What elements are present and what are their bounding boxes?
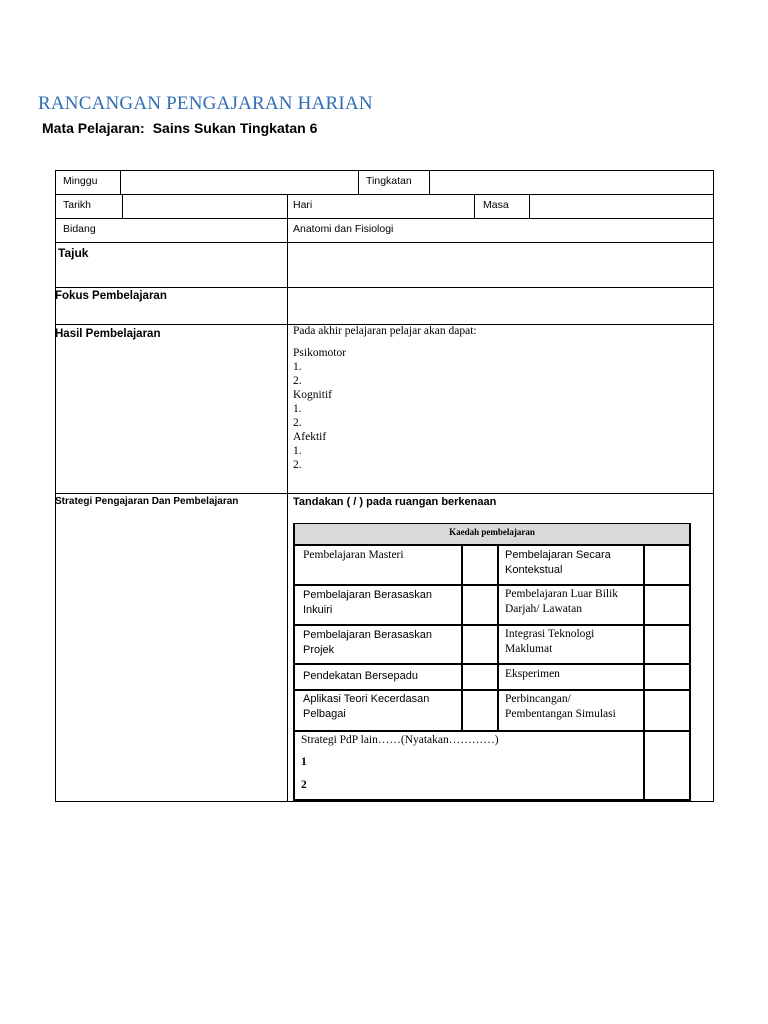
hasil-item: 1.	[293, 403, 302, 415]
subject-label: Mata Pelajaran:	[42, 120, 145, 136]
masa-field[interactable]	[530, 195, 713, 218]
tajuk-field[interactable]	[288, 243, 713, 287]
checkbox-cell[interactable]	[463, 626, 497, 663]
minggu-field[interactable]	[121, 171, 358, 194]
tingkatan-field[interactable]	[430, 171, 713, 194]
kaedah-left: Aplikasi Teori Kecerdasan Pelbagai	[303, 693, 430, 720]
hasil-item: 2.	[293, 375, 302, 387]
hasil-kognitif: Kognitif	[293, 389, 332, 401]
fokus-label: Fokus Pembelajaran	[55, 290, 167, 302]
minggu-label: Minggu	[63, 175, 98, 187]
checkbox-cell[interactable]	[463, 546, 497, 584]
bidang-value: Anatomi dan Fisiologi	[293, 223, 394, 235]
strategi-lain-item: 2	[301, 779, 307, 791]
fokus-field[interactable]	[288, 288, 713, 324]
checkbox-cell[interactable]	[645, 732, 689, 799]
checkbox-cell[interactable]	[645, 546, 689, 584]
hari-label: Hari	[293, 199, 313, 211]
hasil-item: 1.	[293, 361, 302, 373]
strategi-label: Strategi Pengajaran Dan Pembelajaran	[55, 496, 239, 507]
strategi-lain-item: 1	[301, 756, 307, 768]
checkbox-cell[interactable]	[463, 691, 497, 730]
document-title: RANCANGAN PENGAJARAN HARIAN	[38, 93, 373, 114]
kaedah-right: Perbincangan/ Pembentangan Simulasi	[505, 693, 616, 720]
checkbox-cell[interactable]	[645, 665, 689, 689]
tarikh-field[interactable]	[123, 195, 287, 218]
tingkatan-label: Tingkatan	[366, 175, 412, 187]
masa-label: Masa	[483, 199, 509, 211]
hasil-afektif: Afektif	[293, 431, 327, 443]
checkbox-cell[interactable]	[645, 586, 689, 624]
checkbox-cell[interactable]	[463, 665, 497, 689]
hari-field[interactable]	[288, 195, 474, 218]
kaedah-left: Pembelajaran Berasaskan Projek	[303, 629, 433, 656]
hasil-item: 2.	[293, 417, 302, 429]
checkbox-cell[interactable]	[645, 626, 689, 663]
kaedah-right: Pembelajaran Luar Bilik Darjah/ Lawatan	[505, 588, 619, 615]
hasil-psikomotor: Psikomotor	[293, 347, 347, 359]
subject-value: Sains Sukan Tingkatan 6	[152, 120, 318, 136]
kaedah-left: Pembelajaran Masteri	[303, 549, 404, 561]
hasil-content	[293, 324, 477, 472]
kaedah-right: Integrasi Teknologi Maklumat	[505, 628, 595, 655]
tarikh-label: Tarikh	[63, 199, 92, 211]
tandakan-label: Tandakan ( / ) pada ruangan berkenaan	[293, 496, 497, 508]
kaedah-right: Pembelajaran Secara Kontekstual	[505, 549, 611, 576]
tajuk-label: Tajuk	[58, 246, 89, 260]
checkbox-cell[interactable]	[463, 586, 497, 624]
hasil-label: Hasil Pembelajaran	[55, 328, 161, 340]
subject-line	[42, 120, 317, 136]
hasil-item: 2.	[293, 459, 302, 471]
kaedah-right: Eksperimen	[505, 668, 560, 680]
checkbox-cell[interactable]	[645, 691, 689, 730]
bidang-label: Bidang	[63, 223, 96, 235]
hasil-item: 1.	[293, 445, 302, 457]
kaedah-header-label: Kaedah pembelajaran	[449, 527, 535, 537]
hasil-intro: Pada akhir pelajaran pelajar akan dapat:	[293, 325, 477, 337]
kaedah-left: Pembelajaran Berasaskan Inkuiri	[303, 589, 433, 616]
strategi-lain-label: Strategi PdP lain……(Nyatakan…………)	[301, 734, 499, 746]
kaedah-left: Pendekatan Bersepadu	[303, 670, 418, 682]
